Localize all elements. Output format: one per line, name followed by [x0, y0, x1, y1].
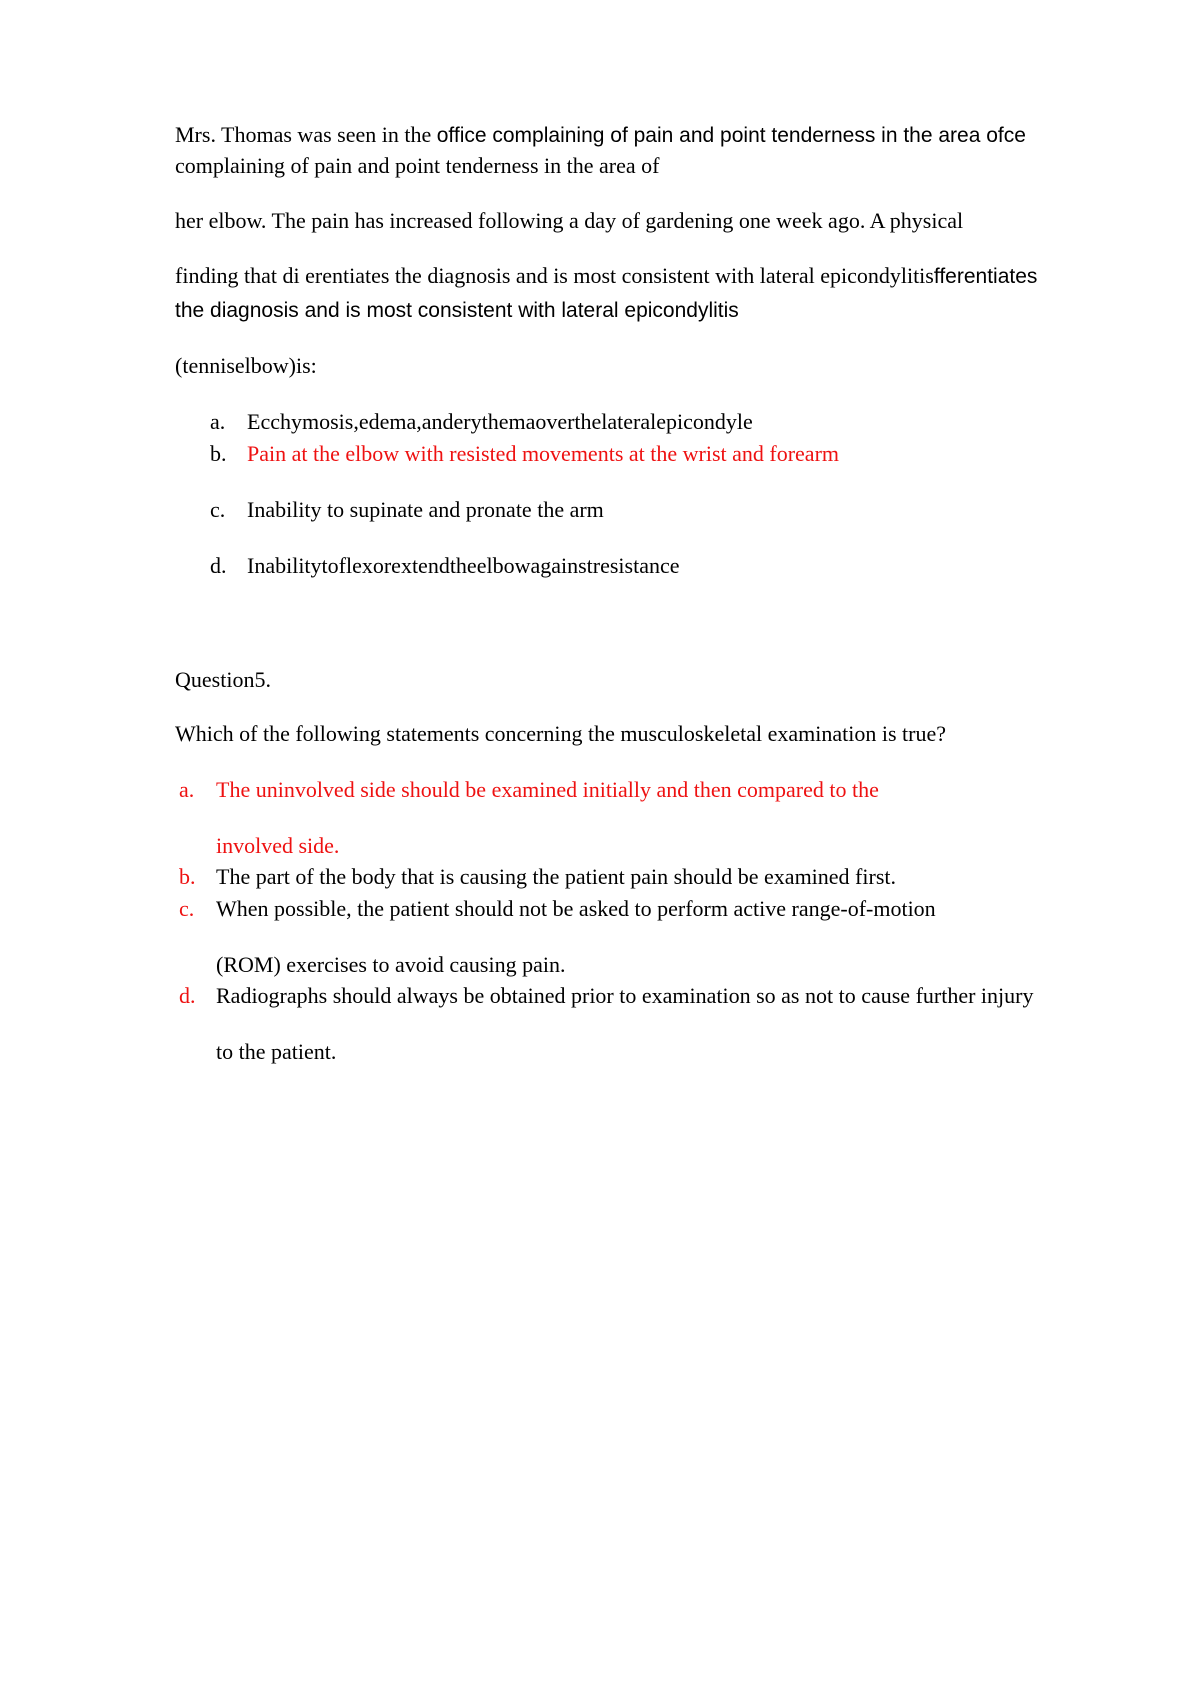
q5-option-d-text-line-2: to the patient. — [216, 1039, 337, 1064]
q4-option-d-text: Inabilitytoflexorextendtheelbowagainstresistance — [247, 553, 680, 578]
q4-option-a-text: Ecchymosis,edema,anderythemaoverthelateralepicondyle — [247, 409, 753, 434]
q5-option-c-text-line-2: (ROM) exercises to avoid causing pain. — [216, 952, 566, 977]
q4-option-c-text: Inability to supinate and pronate the arm — [247, 497, 604, 522]
q4-stem-line-1-sans: office complaining of pain and point tenderness in the area ofce — [436, 124, 1026, 147]
q4-stem-line-4 — [175, 265, 1037, 287]
q5-stem: Which of the following statements concerning the musculoskeletal examination is true? — [175, 721, 946, 746]
q4-option-b-letter: b. — [210, 441, 227, 466]
q5-option-a-text-line-2: involved side. — [216, 833, 340, 858]
q5-option-b-letter: b. — [179, 864, 196, 889]
q4-stem-line-2: complaining of pain and point tenderness in the area of — [175, 153, 660, 178]
q5-option-b-text: The part of the body that is causing the patient pain should be examined first. — [216, 864, 896, 889]
q5-option-d-letter: d. — [179, 983, 196, 1008]
q4-option-c-letter: c. — [210, 497, 226, 522]
q4-stem-line-6: (tenniselbow)is: — [175, 353, 317, 378]
q4-option-a-letter: a. — [210, 409, 226, 434]
q4-stem-line-4-sans: fferentiates — [933, 265, 1038, 288]
q4-option-d-letter: d. — [210, 553, 227, 578]
q5-option-a-letter: a. — [179, 777, 195, 802]
q4-stem-line-3: her elbow. The pain has increased following a day of gardening one week ago. A physical — [175, 208, 964, 233]
q5-option-d-text-line-1: Radiographs should always be obtained prior to examination so as not to cause further injury — [216, 983, 1034, 1008]
q5-option-c-letter: c. — [179, 896, 195, 921]
q5-option-c-text-line-1: When possible, the patient should not be asked to perform active range-of-motion — [216, 896, 936, 921]
q4-stem-line-4-serif: finding that di erentiates the diagnosis and is most consistent with lateral epicondylitis — [175, 263, 934, 288]
q4-stem-line-5: the diagnosis and is most consistent with lateral epicondylitis — [175, 299, 739, 322]
q5-heading: Question5. — [175, 667, 271, 692]
q4-stem-line-1-serif: Mrs. Thomas was seen in the — [175, 122, 437, 147]
q4-stem-line-1 — [175, 124, 1026, 146]
q4-option-b-text: Pain at the elbow with resisted movements at the wrist and forearm — [247, 441, 840, 466]
q5-option-a-text-line-1: The uninvolved side should be examined initially and then compared to the — [216, 777, 879, 802]
